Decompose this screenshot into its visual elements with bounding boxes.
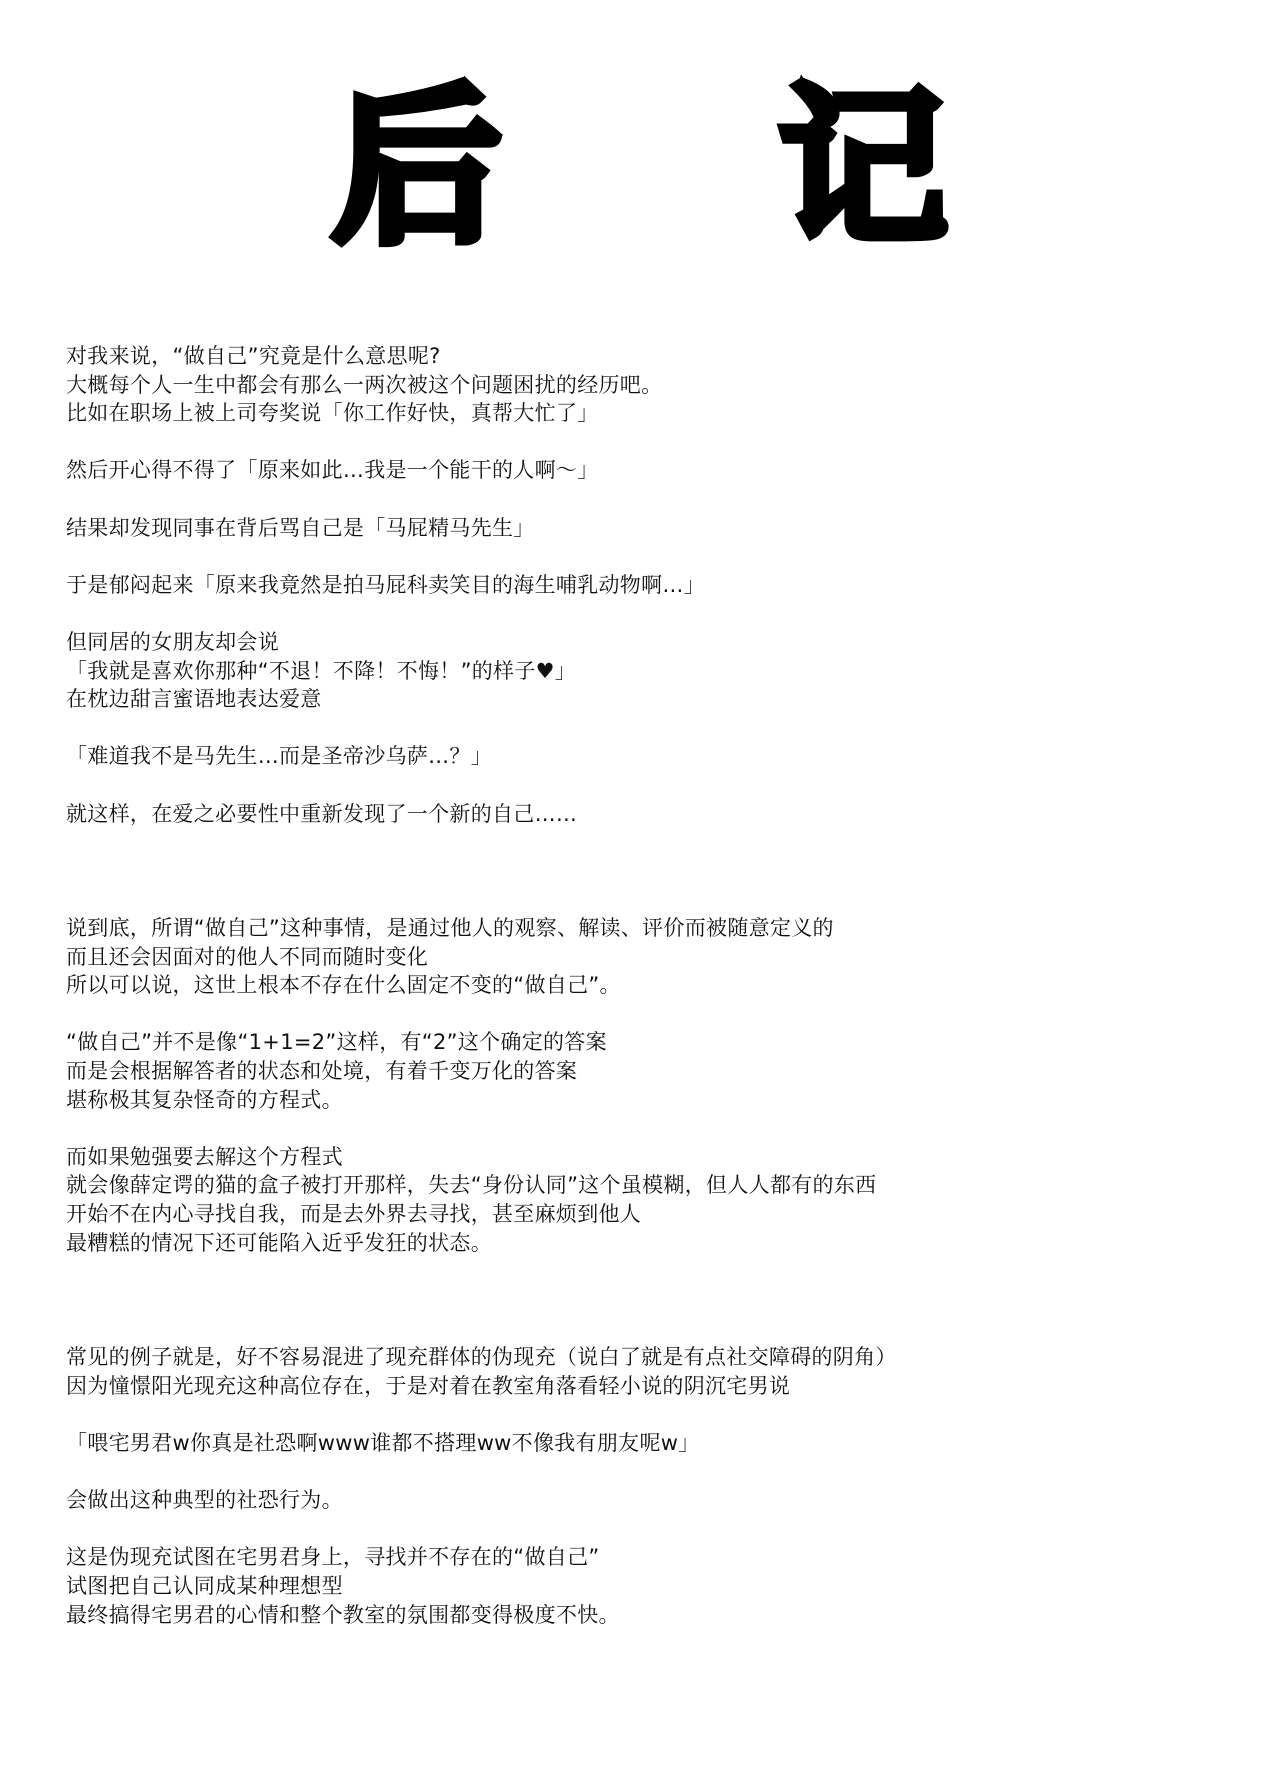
paragraph [66,456,1216,485]
page-title: 后 记 [332,70,1058,266]
text-line: 「喂宅男君w你真是社恐啊www谁都不搭理ww不像我有朋友呢w」 [66,1431,700,1455]
paragraph-gap [66,542,1216,571]
text-line: 大概每个人一生中都会有那么一两次被这个问题困扰的经历吧。 [66,372,663,397]
paragraph [66,1143,1216,1257]
paragraph-gap [66,1257,1216,1343]
text-line: 这是伪现充试图在宅男君身上，寻找并不存在的“做自己” [66,1545,600,1570]
paragraph [66,742,1216,771]
paragraph [66,1343,1216,1400]
text-line: 最糟糕的情况下还可能陷入近乎发狂的状态。 [66,1230,492,1255]
text-line: 堪称极其复杂怪奇的方程式。 [66,1087,343,1112]
text-line: 就这样，在爱之必要性中重新发现了一个新的自己…… [66,801,578,826]
text-line: 于是郁闷起来「原来我竟然是拍马屁科卖笑目的海生哺乳动物啊…」 [66,572,705,597]
paragraph [66,800,1216,829]
paragraph [66,342,1216,428]
afterword-body [66,342,1216,1629]
paragraph-gap [66,1515,1216,1544]
title-block [0,68,1280,268]
paragraph [66,914,1216,1000]
text-line: 而如果勉强要去解这个方程式 [66,1144,343,1169]
text-line: 在枕边甜言蜜语地表达爱意 [66,687,322,712]
paragraph [66,1028,1216,1114]
text-line: 然后开心得不得了「原来如此…我是一个能干的人啊～」 [66,458,599,483]
text-line: 试图把自己认同成某种理想型 [66,1573,343,1598]
text-line: 最终搞得宅男君的心情和整个教室的氛围都变得极度不快。 [66,1602,620,1627]
paragraph-gap [66,599,1216,628]
paragraph-gap [66,428,1216,457]
text-line: 「难道我不是马先生…而是圣帝沙乌萨…？」 [66,744,492,769]
paragraph-gap [66,1400,1216,1429]
text-line: 结果却发现同事在背后骂自己是「马屁精马先生」 [66,515,535,540]
text-line: 对我来说，“做自己”究竟是什么意思呢? [66,344,441,368]
text-line: 开始不在内心寻找自我，而是去外界去寻找，甚至麻烦到他人 [66,1202,642,1227]
paragraph [66,1486,1216,1515]
paragraph [66,628,1216,714]
paragraph [66,1543,1216,1629]
text-line: 说到底，所谓“做自己”这种事情，是通过他人的观察、解读、评价而被随意定义的 [66,916,834,941]
text-line: 因为憧憬阳光现充这种高位存在，于是对着在教室角落看轻小说的阴沉宅男说 [66,1373,791,1398]
paragraph [66,1429,1216,1458]
text-line: 「我就是喜欢你那种“不退！不降！不悔！”的样子♥」 [66,658,577,683]
paragraph [66,514,1216,543]
paragraph-gap [66,1114,1216,1143]
text-line: 比如在职场上被上司夸奖说「你工作好快，真帮大忙了」 [66,401,599,426]
paragraph-gap [66,771,1216,800]
paragraph-gap [66,1000,1216,1029]
text-line: 所以可以说，这世上根本不存在什么固定不变的“做自己”。 [66,973,621,998]
paragraph-gap [66,1458,1216,1487]
text-line: 而是会根据解答者的状态和处境，有着千变万化的答案 [66,1059,578,1084]
text-line: 会做出这种典型的社恐行为。 [66,1488,343,1513]
paragraph-gap [66,485,1216,514]
paragraph-gap [66,828,1216,914]
text-line: 常见的例子就是，好不容易混进了现充群体的伪现充（说白了就是有点社交障碍的阴角） [66,1345,897,1370]
text-line: 就会像薛定谔的猫的盒子被打开那样，失去“身份认同”这个虽模糊，但人人都有的东西 [66,1173,877,1198]
text-line: “做自己”并不是像“1+1=2”这样，有“2”这个确定的答案 [66,1030,607,1055]
text-line: 而且还会因面对的他人不同而随时变化 [66,944,429,969]
text-line: 但同居的女朋友却会说 [66,629,279,654]
paragraph [66,571,1216,600]
paragraph-gap [66,714,1216,743]
